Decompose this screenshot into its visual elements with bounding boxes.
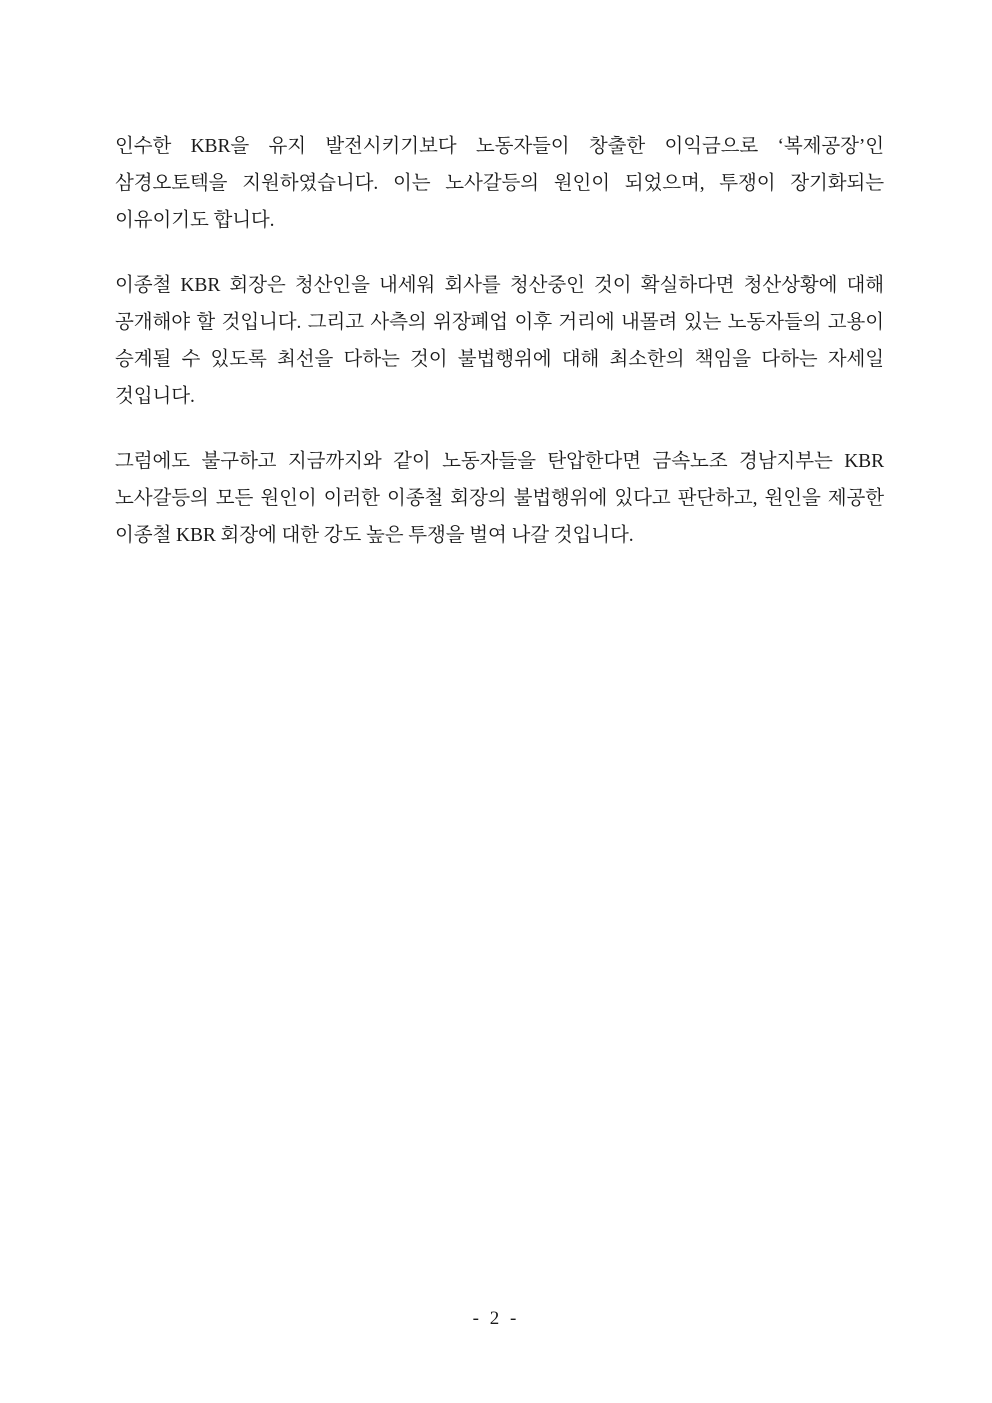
paragraph-3: 그럼에도 불구하고 지금까지와 같이 노동자들을 탄압한다면 금속노조 경남지부는 KBR 노사갈등의 모든 원인이 이러한 이종철 회장의 불법행위에 있다고 판단하고, 원인을 제공한 이종철 KBR 회장에 대한 강도 높은 투쟁을 벌여 나갈 것입니다. bbox=[115, 451, 884, 546]
page-number: - 2 - bbox=[472, 1308, 520, 1329]
document-body bbox=[115, 128, 884, 554]
paragraph-1: 인수한 KBR을 유지 발전시키기보다 노동자들이 창출한 이익금으로 ‘복제공장’인 삼경오토텍을 지원하였습니다. 이는 노사갈등의 원인이 되었으며, 투쟁이 장기화되는 이유이기도 합니다. bbox=[115, 136, 884, 231]
paragraph-2: 이종철 KBR 회장은 청산인을 내세워 회사를 청산중인 것이 확실하다면 청산상황에 대해 공개해야 할 것입니다. 그리고 사측의 위장폐업 이후 거리에 내몰려 있는 노동자들의 고용이 승계될 수 있도록 최선을 다하는 것이 불법행위에 대해 최소한의 책임을 다하는 자세일 것입니다. bbox=[115, 275, 884, 407]
